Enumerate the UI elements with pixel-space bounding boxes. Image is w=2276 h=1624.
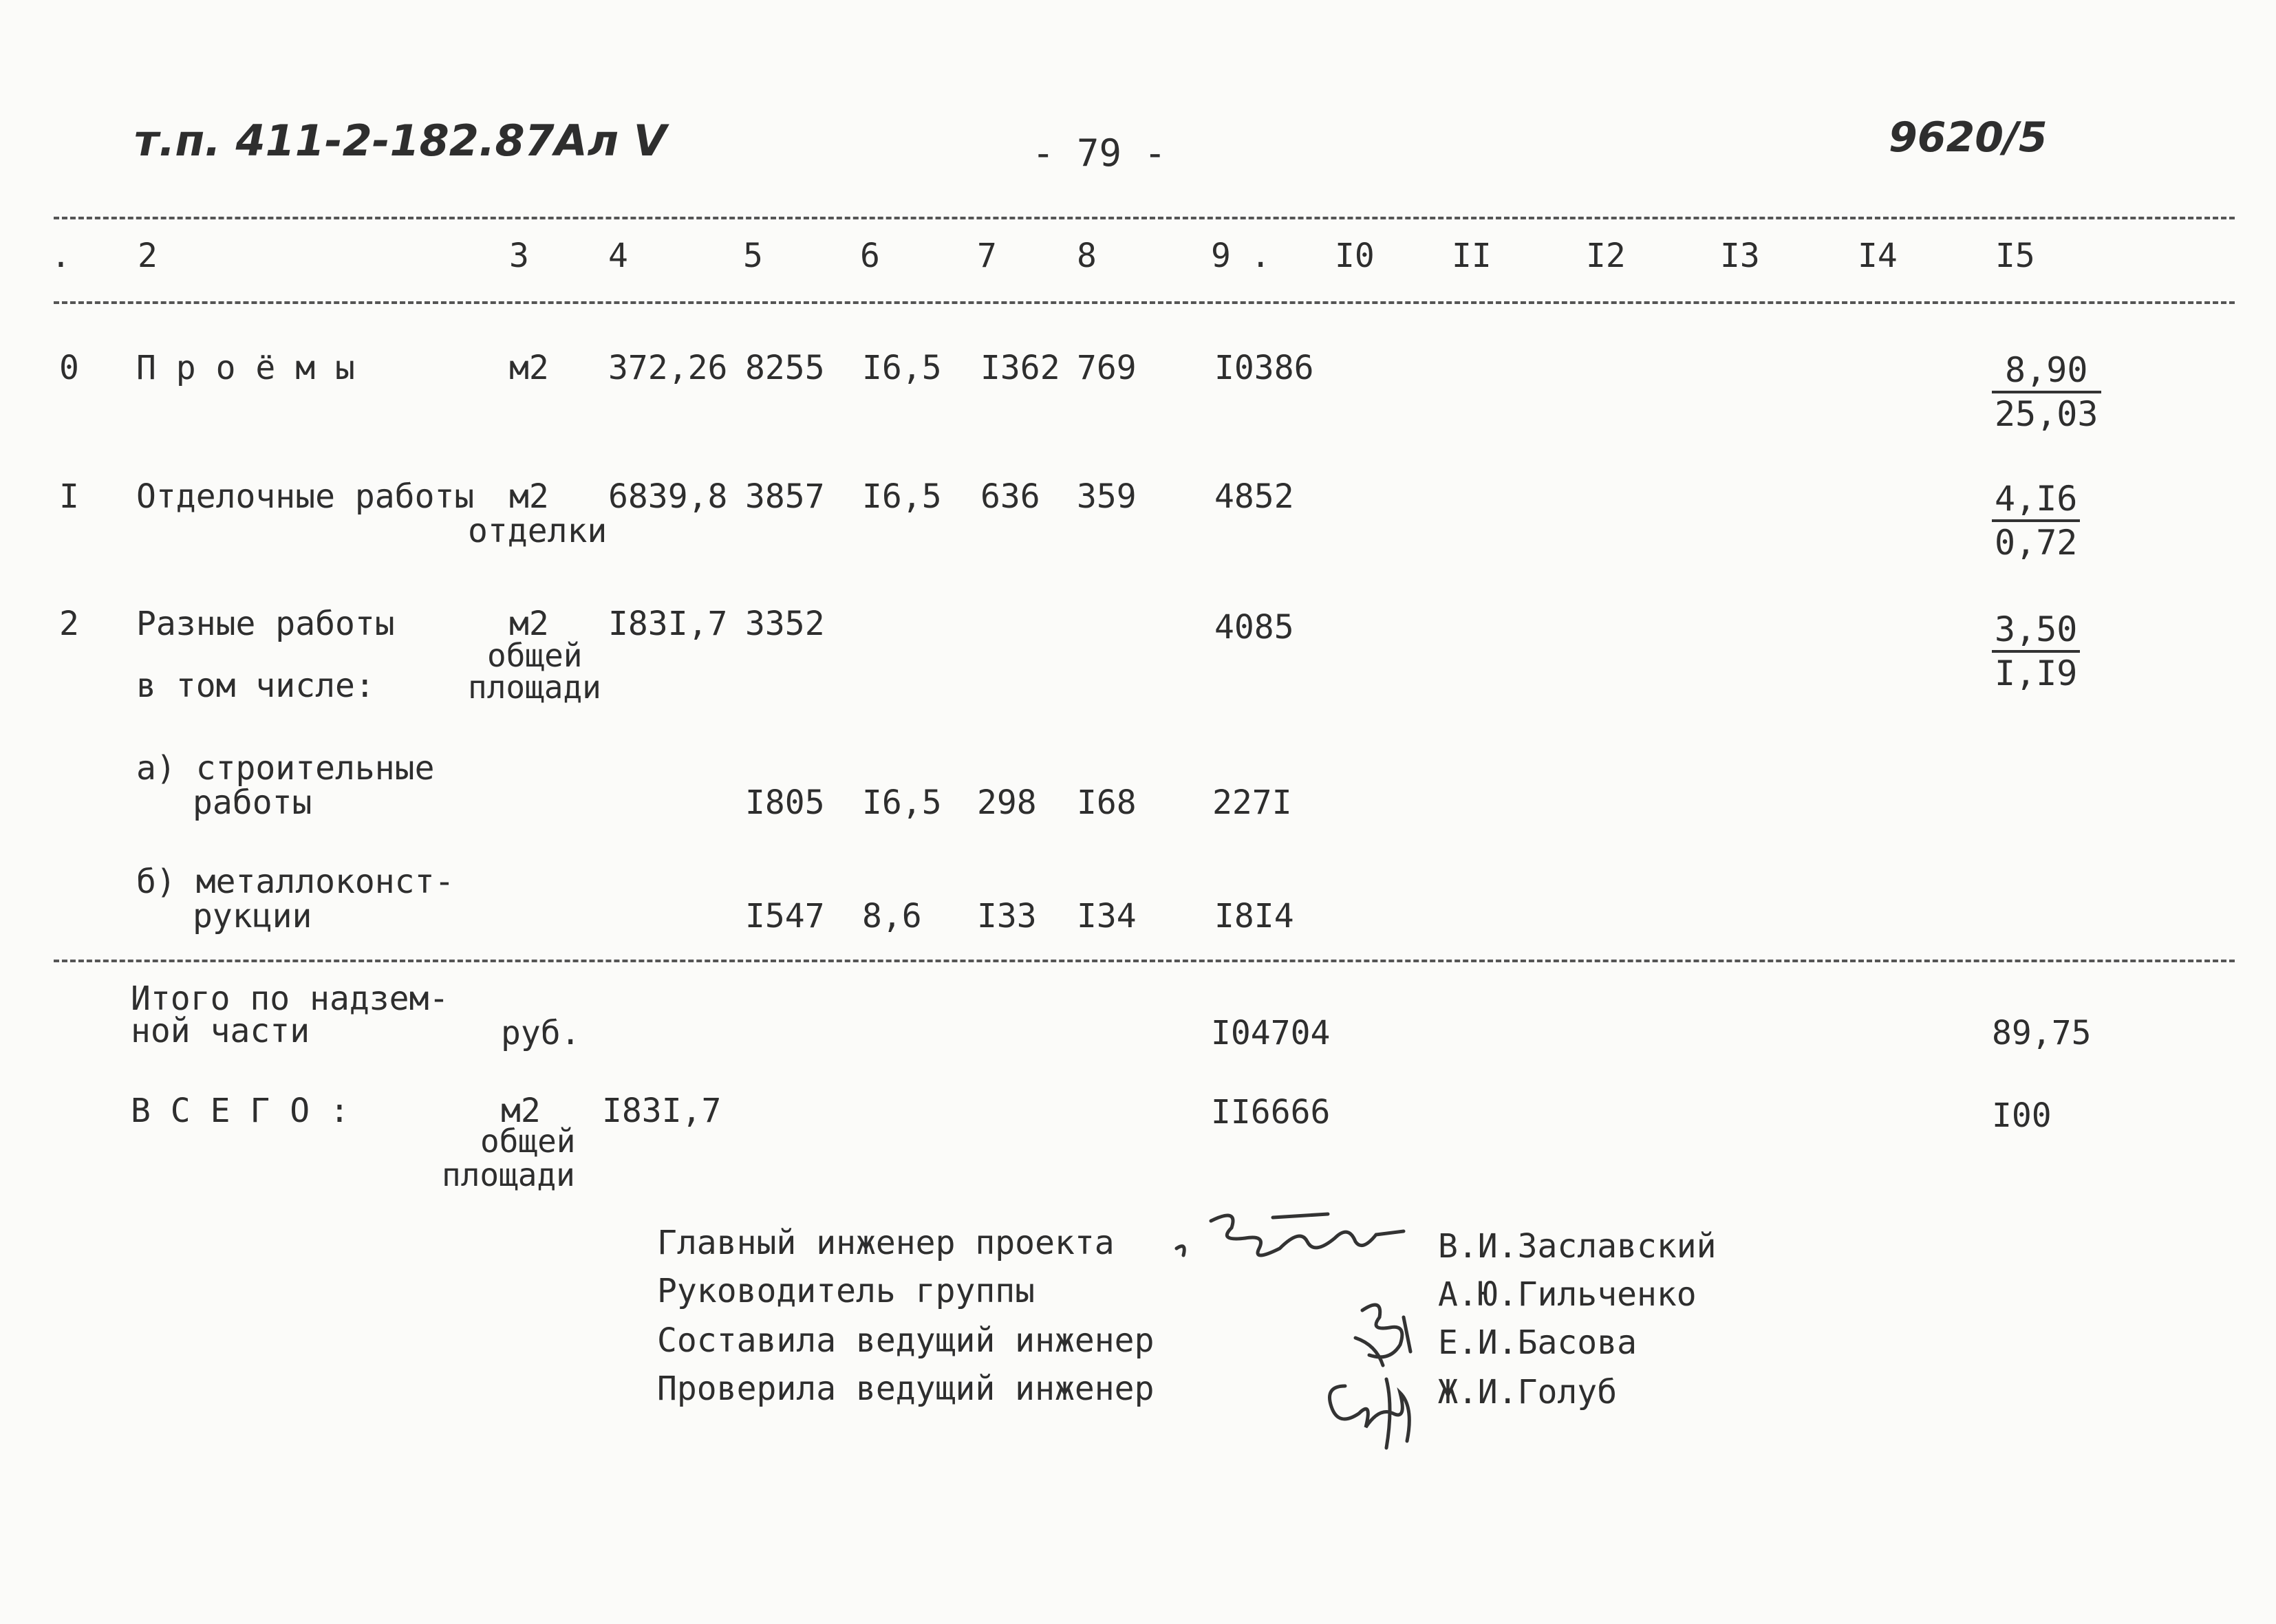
page-number: - 79 - (1032, 131, 1167, 175)
row-unit: м2 (509, 349, 549, 387)
row-c5: 3857 (745, 477, 825, 516)
row-c5: 3352 (745, 605, 825, 643)
grand-total-c9: II6666 (1211, 1093, 1331, 1132)
col-header-2: 2 (138, 237, 158, 275)
row-name: б) металлоконст- (136, 863, 455, 901)
handwritten-signature-golub (1318, 1365, 1428, 1455)
signature-role: Проверила ведущий инженер (657, 1369, 1155, 1408)
total-c9: I04704 (1211, 1014, 1331, 1052)
total-name: Итого по надзем- (131, 979, 449, 1018)
row-c15-fraction (1992, 349, 2101, 435)
row-c9: 4085 (1214, 608, 1294, 647)
row-c5: 8255 (745, 349, 825, 387)
row-c9: I8I4 (1214, 897, 1294, 935)
signature-role: Составила ведущий инженер (657, 1321, 1155, 1360)
row-c8: 769 (1077, 349, 1137, 387)
row-c9: 227I (1212, 783, 1292, 822)
col-header-10: I0 (1335, 237, 1375, 275)
totals-rule (54, 960, 2235, 962)
row-number: 2 (59, 605, 79, 643)
row-name: П р о ё м ы (136, 349, 355, 387)
total-unit: руб. (501, 1014, 581, 1052)
handwritten-signature-chief-engineer (1170, 1200, 1431, 1276)
col-header-14: I4 (1858, 237, 1898, 275)
total-name-line2: ной части (131, 1012, 310, 1050)
grand-total-unit-line3: площади (442, 1156, 575, 1193)
grand-total-name: В С Е Г О : (131, 1092, 350, 1130)
row-c7: 298 (977, 783, 1037, 822)
row-c9: 4852 (1214, 477, 1294, 516)
row-c15-numerator: 3,50 (1992, 609, 2080, 653)
row-unit: м2 (509, 477, 549, 516)
row-c4: I83I,7 (608, 605, 728, 643)
col-header-13: I3 (1720, 237, 1760, 275)
row-unit-line2: общей (487, 637, 583, 674)
header-bottom-rule (54, 301, 2235, 304)
row-name-line2: работы (193, 783, 312, 822)
row-c15-numerator: 8,90 (1992, 349, 2101, 393)
row-c7: I362 (980, 349, 1060, 387)
signature-name: Е.И.Басова (1438, 1323, 1637, 1362)
grand-total-c4: I83I,7 (602, 1092, 722, 1130)
col-header-6: 6 (860, 237, 880, 275)
col-header-11: II (1452, 237, 1492, 275)
document-code: т.п. 411-2-182.87Ал V (134, 116, 667, 166)
row-c4: 6839,8 (608, 477, 728, 516)
row-c6: 8,6 (862, 897, 922, 935)
row-c6: I6,5 (862, 477, 942, 516)
col-header-1: . (51, 237, 71, 275)
row-c4: 372,26 (608, 349, 728, 387)
row-name: а) строительные (136, 749, 435, 788)
row-c8: I34 (1077, 897, 1137, 935)
row-c7: 636 (980, 477, 1040, 516)
row-c8: 359 (1077, 477, 1137, 516)
col-header-8: 8 (1077, 237, 1097, 275)
signature-name: В.И.Заславский (1438, 1227, 1717, 1266)
row-c15-denominator: 0,72 (1995, 523, 2078, 563)
grand-total-unit-line2: общей (480, 1123, 576, 1160)
row-c15-denominator: I,I9 (1995, 653, 2078, 693)
row-c5: I547 (745, 897, 825, 935)
row-number: 0 (59, 349, 79, 387)
row-name-line2: рукции (193, 897, 312, 935)
row-c6: I6,5 (862, 783, 942, 822)
row-c7: I33 (977, 897, 1037, 935)
row-unit-line2: отделки (468, 512, 608, 550)
col-header-4: 4 (608, 237, 628, 275)
row-c6: I6,5 (862, 349, 942, 387)
row-unit-line3: площади (468, 669, 601, 706)
row-name-line2: в том числе: (136, 667, 375, 705)
row-name: Разные работы (136, 605, 395, 643)
grand-total-unit: м2 (501, 1092, 541, 1130)
col-header-7: 7 (977, 237, 997, 275)
header-top-rule (54, 217, 2235, 219)
row-number: I (59, 477, 79, 516)
row-c5: I805 (745, 783, 825, 822)
row-c15-numerator: 4,I6 (1992, 478, 2080, 522)
row-c9: I0386 (1214, 349, 1314, 387)
col-header-3: 3 (509, 237, 529, 275)
archive-number: 9620/5 (1889, 113, 2048, 162)
signature-name: А.Ю.Гильченко (1438, 1275, 1697, 1314)
col-header-9: 9 . (1211, 237, 1271, 275)
signature-role: Руководитель группы (657, 1272, 1035, 1310)
row-name: Отделочные работы (136, 477, 475, 516)
col-header-5: 5 (743, 237, 763, 275)
col-header-15: I5 (1995, 237, 2035, 275)
signature-name: Ж.И.Голуб (1438, 1373, 1618, 1411)
col-header-12: I2 (1586, 237, 1626, 275)
row-unit: м2 (509, 605, 549, 643)
row-c15-fraction (1992, 609, 2080, 694)
row-c15-denominator: 25,03 (1995, 394, 2098, 434)
grand-total-c15: I00 (1992, 1096, 2052, 1135)
signature-role: Главный инженер проекта (657, 1224, 1115, 1262)
row-c15-fraction (1992, 478, 2080, 563)
row-c8: I68 (1077, 783, 1137, 822)
total-c15: 89,75 (1992, 1014, 2092, 1052)
